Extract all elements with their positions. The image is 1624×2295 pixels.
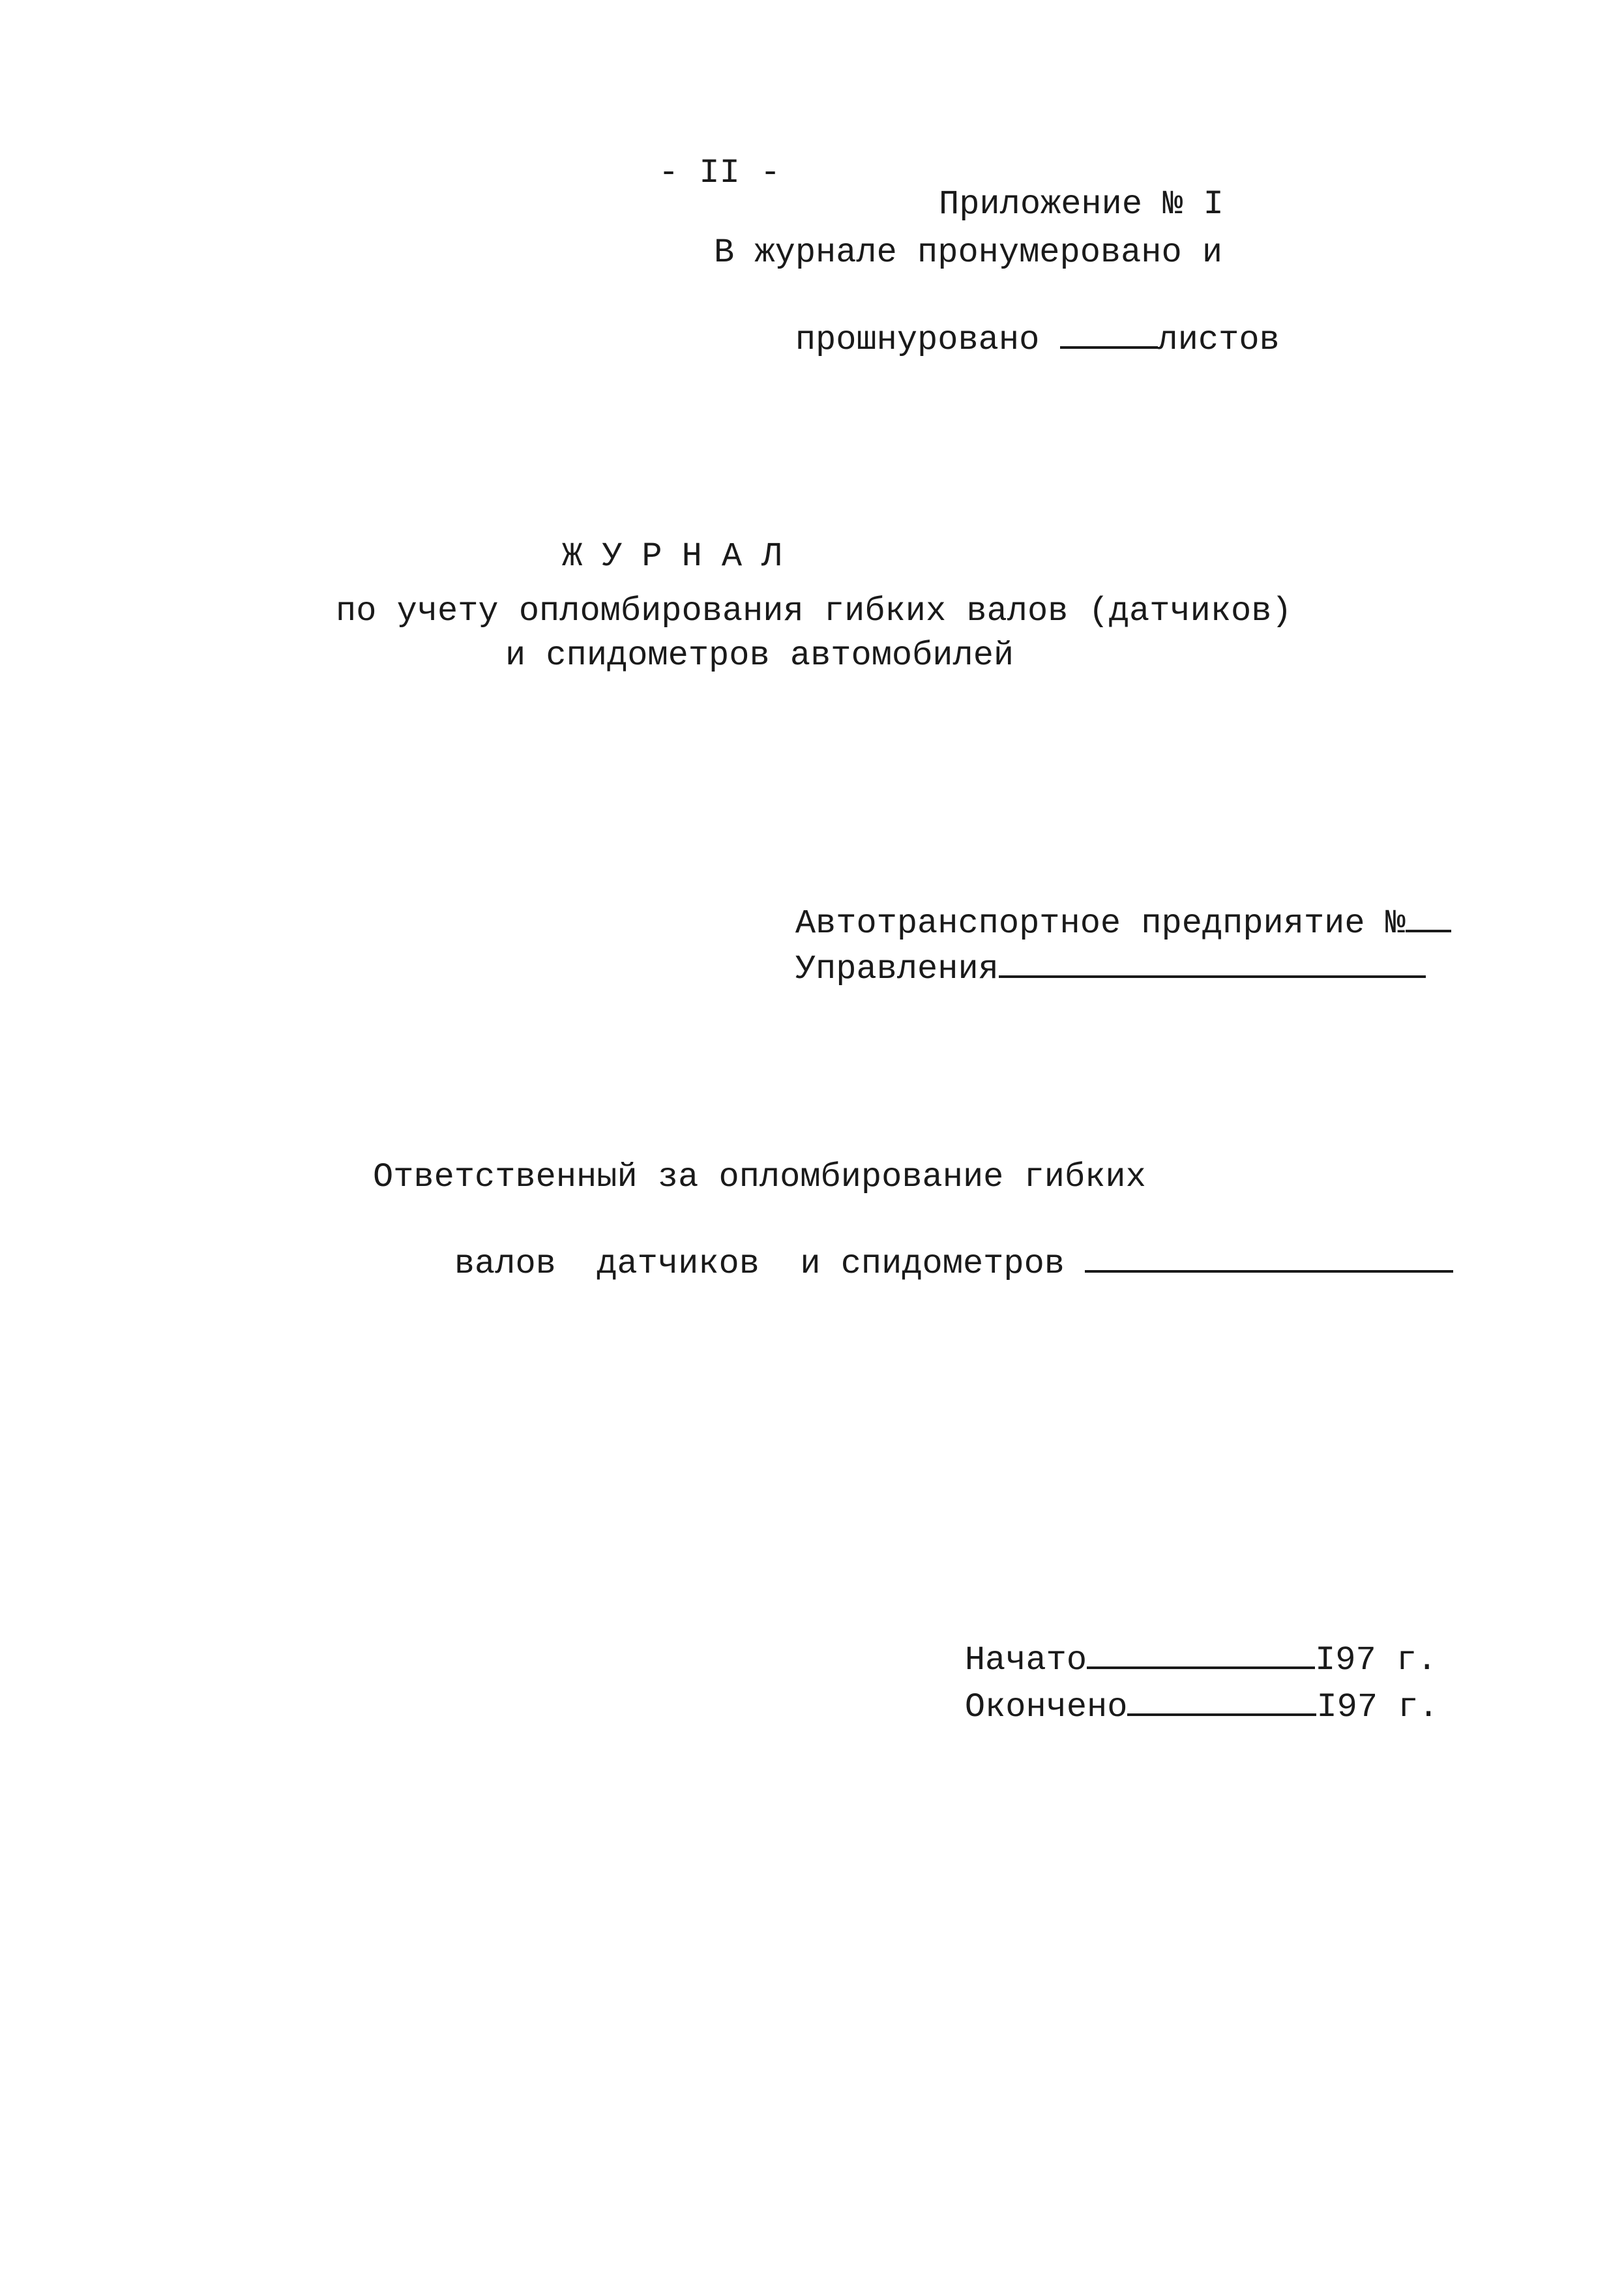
journal-subtitle-line1: по учету опломбирования гибких валов (датчиков) (336, 592, 1292, 630)
appendix-label: Приложение № I (939, 185, 1224, 224)
sheets-label: листов (1157, 321, 1280, 359)
numbering-label: прошнуровано (795, 321, 1040, 359)
finished-year: I97 г. (1316, 1688, 1439, 1726)
responsible-line2 (373, 1207, 1453, 1315)
responsible-line1: Ответственный за опломбирование гибких (373, 1158, 1146, 1196)
numbering-note-line2 (714, 284, 1280, 391)
started-label: Начато (964, 1641, 1087, 1680)
page-number: - II - (658, 154, 781, 192)
numbering-note-line1: В журнале пронумеровано и (714, 233, 1223, 272)
enterprise-label: Автотранспортное предприятие № (795, 904, 1406, 943)
responsible-name-blank (1085, 1241, 1453, 1273)
finished-line (883, 1651, 1439, 1758)
finished-date-blank (1127, 1685, 1316, 1716)
management-blank (999, 947, 1426, 978)
responsible-label: валов датчиков и спидометров (454, 1245, 1065, 1283)
sheets-count-blank (1060, 318, 1158, 349)
management-line (714, 913, 1426, 1020)
journal-subtitle-line2: и спидометров автомобилей (505, 636, 1014, 675)
management-label: Управления (795, 950, 999, 988)
started-year: I97 г. (1315, 1641, 1438, 1680)
finished-label: Окончено (964, 1688, 1128, 1726)
journal-title: ЖУРНАЛ (562, 537, 802, 576)
